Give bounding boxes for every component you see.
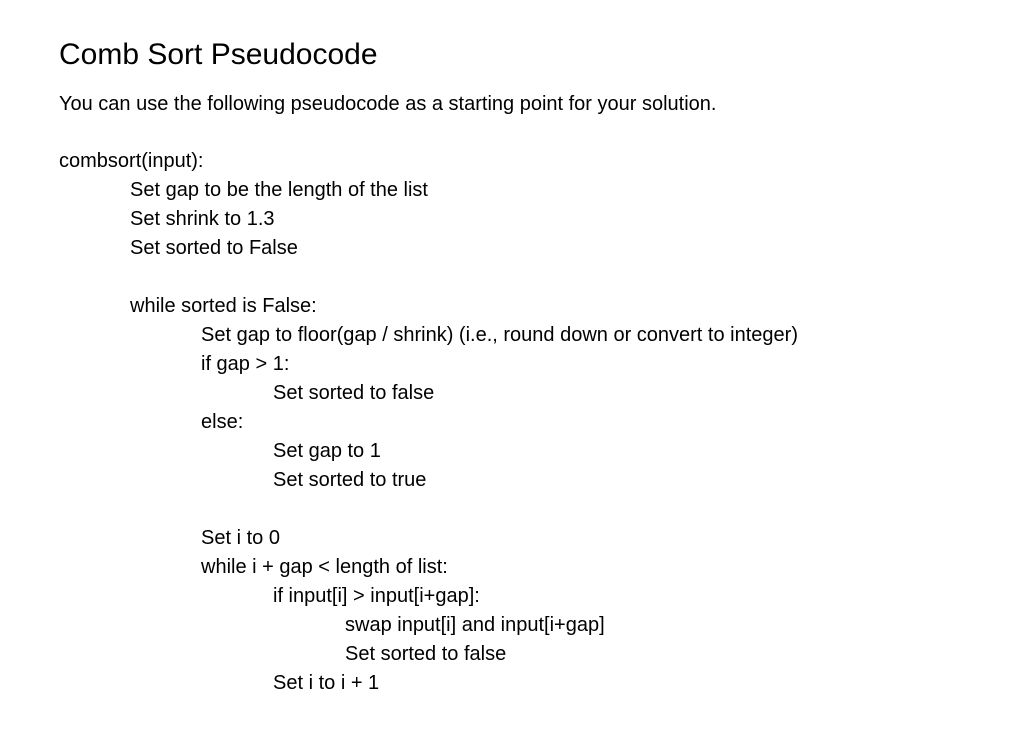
pseudocode-line: else: <box>201 411 244 433</box>
pseudocode-line: while sorted is False: <box>130 295 317 317</box>
pseudocode-line: if gap > 1: <box>201 353 290 375</box>
pseudocode-line: swap input[i] and input[i+gap] <box>345 614 605 636</box>
pseudocode-line: Set sorted to true <box>273 469 427 491</box>
pseudocode-block <box>59 147 798 698</box>
pseudocode-line: Set sorted to false <box>345 643 507 665</box>
blank-line <box>59 263 798 292</box>
pseudocode-line: Set sorted to False <box>130 237 298 259</box>
pseudocode-line: Set i to i + 1 <box>273 672 380 694</box>
pseudocode-line: Set gap to floor(gap / shrink) (i.e., round down or convert to integer) <box>201 324 798 346</box>
pseudocode-line: Set gap to 1 <box>273 440 381 462</box>
pseudocode-line: combsort(input): <box>59 150 204 172</box>
pseudocode-line: while i + gap < length of list: <box>201 556 448 578</box>
pseudocode-line: Set gap to be the length of the list <box>130 179 428 201</box>
pseudocode-line: Set i to 0 <box>201 527 280 549</box>
pseudocode-line: Set shrink to 1.3 <box>130 208 275 230</box>
blank-line <box>59 495 798 524</box>
page-title: Comb Sort Pseudocode <box>59 38 378 71</box>
intro-paragraph: You can use the following pseudocode as a starting point for your solution. <box>59 93 717 115</box>
pseudocode-line: if input[i] > input[i+gap]: <box>273 585 480 607</box>
pseudocode-line: Set sorted to false <box>273 382 435 404</box>
